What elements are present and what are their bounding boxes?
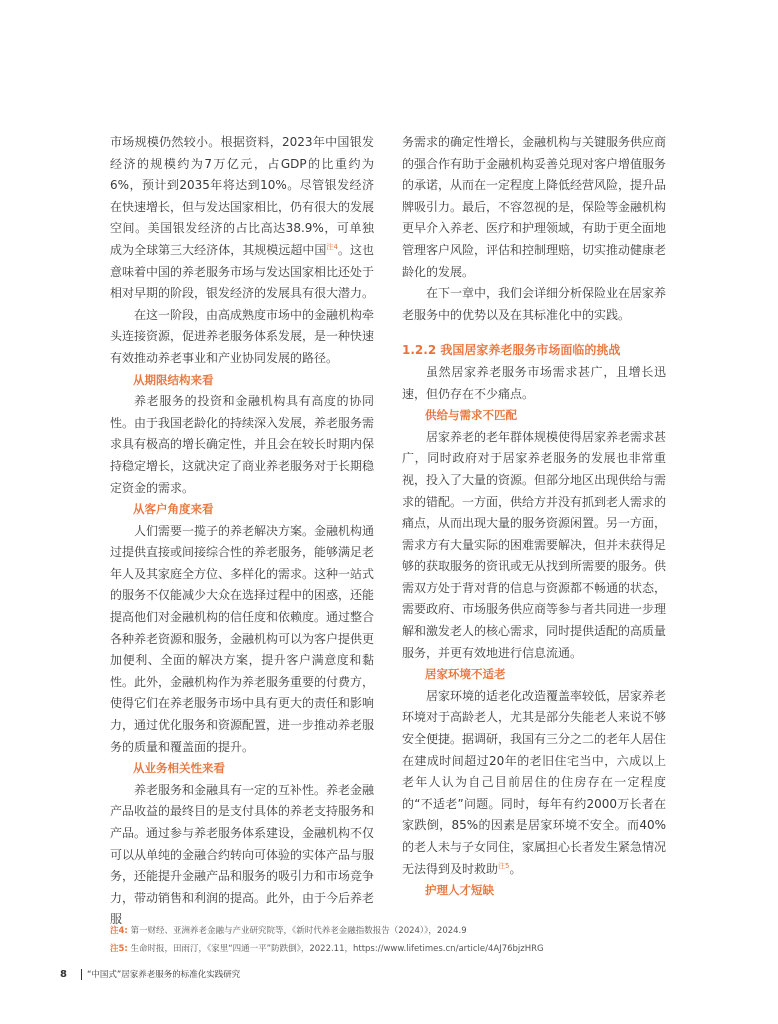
paragraph: 虽然居家养老服务市场需求甚广，且增长迅速，但仍存在不少痛点。	[402, 364, 666, 401]
page-number: 8	[60, 968, 67, 980]
right-column	[402, 132, 666, 902]
left-column	[110, 132, 374, 931]
footnote-4	[110, 922, 670, 940]
text: 。	[509, 861, 522, 876]
subheading: 从客户角度来看	[133, 502, 214, 517]
subheading: 护理人才短缺	[425, 883, 494, 898]
subheading: 从业务相关性来看	[133, 761, 225, 776]
page-footer	[60, 968, 240, 980]
paragraph: 养老服务的投资和金融机构具有高度的协同性。由于我国老龄化的持续深入发展，养老服务需求具有极高的增长确定性，并且会在较长时期内保持稳定增长，这就决定了商业养老服务对于长期稳定资金的需求。	[110, 394, 375, 495]
footer-title: “中国式”居家养老服务的标准化实践研究	[86, 970, 241, 980]
paragraph: 居家养老的老年群体规模使得居家养老需求甚广，同时政府对于居家养老服务的发展也非常重视，投入了大量的资源。但部分地区出现供给与需求的错配。一方面，供给方并没有抓到老人需求的痛点，从而出现大量的服务资源闲置。另一方面，需求方有大量实际的困难需要解决，但并未获得足够的获取服务的资讯或无从找到所需要的服务。供需双方处于背对背的信息与资源都不畅通的状态，需要政府、市场服务供应商等参与者共同进一步理解和激发老人的核心需求，同时提供适配的高质量服务，并更有效地进行信息流通。	[402, 429, 667, 660]
footnote-ref[interactable]: 注5	[498, 861, 510, 870]
paragraph: 养老服务和金融具有一定的互补性。养老金融产品收益的最终目的是支付具体的养老支持服务和产品。通过参与养老服务体系建设，金融机构不仅可以从单纯的金融合约转向可体验的实体产品与服务，还能提升金融产品和服务的吸引力和市场竞争力，带动销售和利润的提高。此外，由于今后养老服	[110, 782, 375, 927]
footnote-5	[110, 940, 670, 958]
paragraph: 在这一阶段，由高成熟度市场中的金融机构牵头连接资源，促进养老服务体系发展，是一种快速有效推动养老事业和产业协同发展的路径。	[110, 307, 375, 365]
footnote-mark: 注5:	[110, 944, 128, 954]
section-heading: 1.2.2 我国居家养老服务市场面临的挑战	[402, 343, 621, 358]
subheading: 从期限结构来看	[133, 372, 214, 387]
paragraph	[110, 132, 374, 305]
footer-divider	[81, 969, 82, 980]
subheading: 供给与需求不匹配	[425, 408, 517, 423]
paragraph: 在下一章中，我们会详细分析保险业在居家养老服务中的优势以及在其标准化中的实践。	[402, 286, 667, 322]
paragraph: 人们需要一揽子的养老解决方案。金融机构通过提供直接或间接综合性的养老服务，能够满足老年人及其家庭全方位、多样化的需求。这种一站式的服务不仅能减少大众在选择过程中的困惑，还能提高他们对金融机构的信任度和依赖度。通过整合各种养老资源和服务，金融机构可以为客户提供更加便利、全面的解决方案，提升客户满意度和黏性。此外，金融机构作为养老服务重要的付费方，使得它们在养老服务市场中具有更大的责任和影响力，通过优化服务和资源配置，进一步推动养老服务的质量和覆盖面的提升。	[110, 523, 375, 754]
text: 市场规模仍然较小。根据资料，2023年中国银发经济的规模约为7万亿元，占GDP的比重约为6%，预计到2035年将达到10%。尽管银发经济在快速增长，但与发达国家相比，仍有很大的发展空间。美国银发经济的占比高达38.9%，可单独成为全球第三大经济体，其规模远超中国	[110, 135, 375, 257]
footnotes	[110, 922, 670, 958]
text: 。这也意味着中国的养老服务市场与发达国家相比还处于相对早期的阶段，银发经济的发展具有很大潜力。	[110, 242, 375, 301]
paragraph: 务需求的确定性增长，金融机构与关键服务供应商的强合作有助于金融机构妥善兑现对客户增值服务的承诺，从而在一定程度上降低经营风险，提升品牌吸引力。最后，不容忽视的是，保险等金融机构更早介入养老、医疗和护理领域，有助于更全面地管理客户风险，评估和控制理赔，切实推动健康老龄化的发展。	[402, 135, 667, 279]
text: 居家环境的适老化改造覆盖率较低，居家养老环境对于高龄老人，尤其是部分失能老人来说不够安全便捷。据调研，我国有三分之二的老年人居住在建成时间超过20年的老旧住宅当中，六成以上老年人认为自己目前居住的住房存在一定程度的“不适老”问题。同时，每年有约2000万长者在家跌倒，85%的因素是居家环境不安全。而40%的老人未与子女同住，家属担心长者发生紧急情况无法得到及时救助	[402, 688, 667, 876]
footnote-text: 第一财经、亚洲养老金融与产业研究院等，《新时代养老金融指数报告（2024）》，2024.9	[127, 926, 467, 936]
subheading: 居家环境不适老	[425, 667, 506, 682]
footnote-ref[interactable]: 注4	[326, 242, 338, 251]
footnote-mark: 注4:	[110, 926, 128, 936]
footnote-text: 生命时报，田雨汀，《家里“四通一平”防跌倒》，2022.11，https://www.lifetimes.cn/article/4AJ76bjzHRG	[127, 944, 544, 954]
paragraph	[402, 686, 666, 880]
